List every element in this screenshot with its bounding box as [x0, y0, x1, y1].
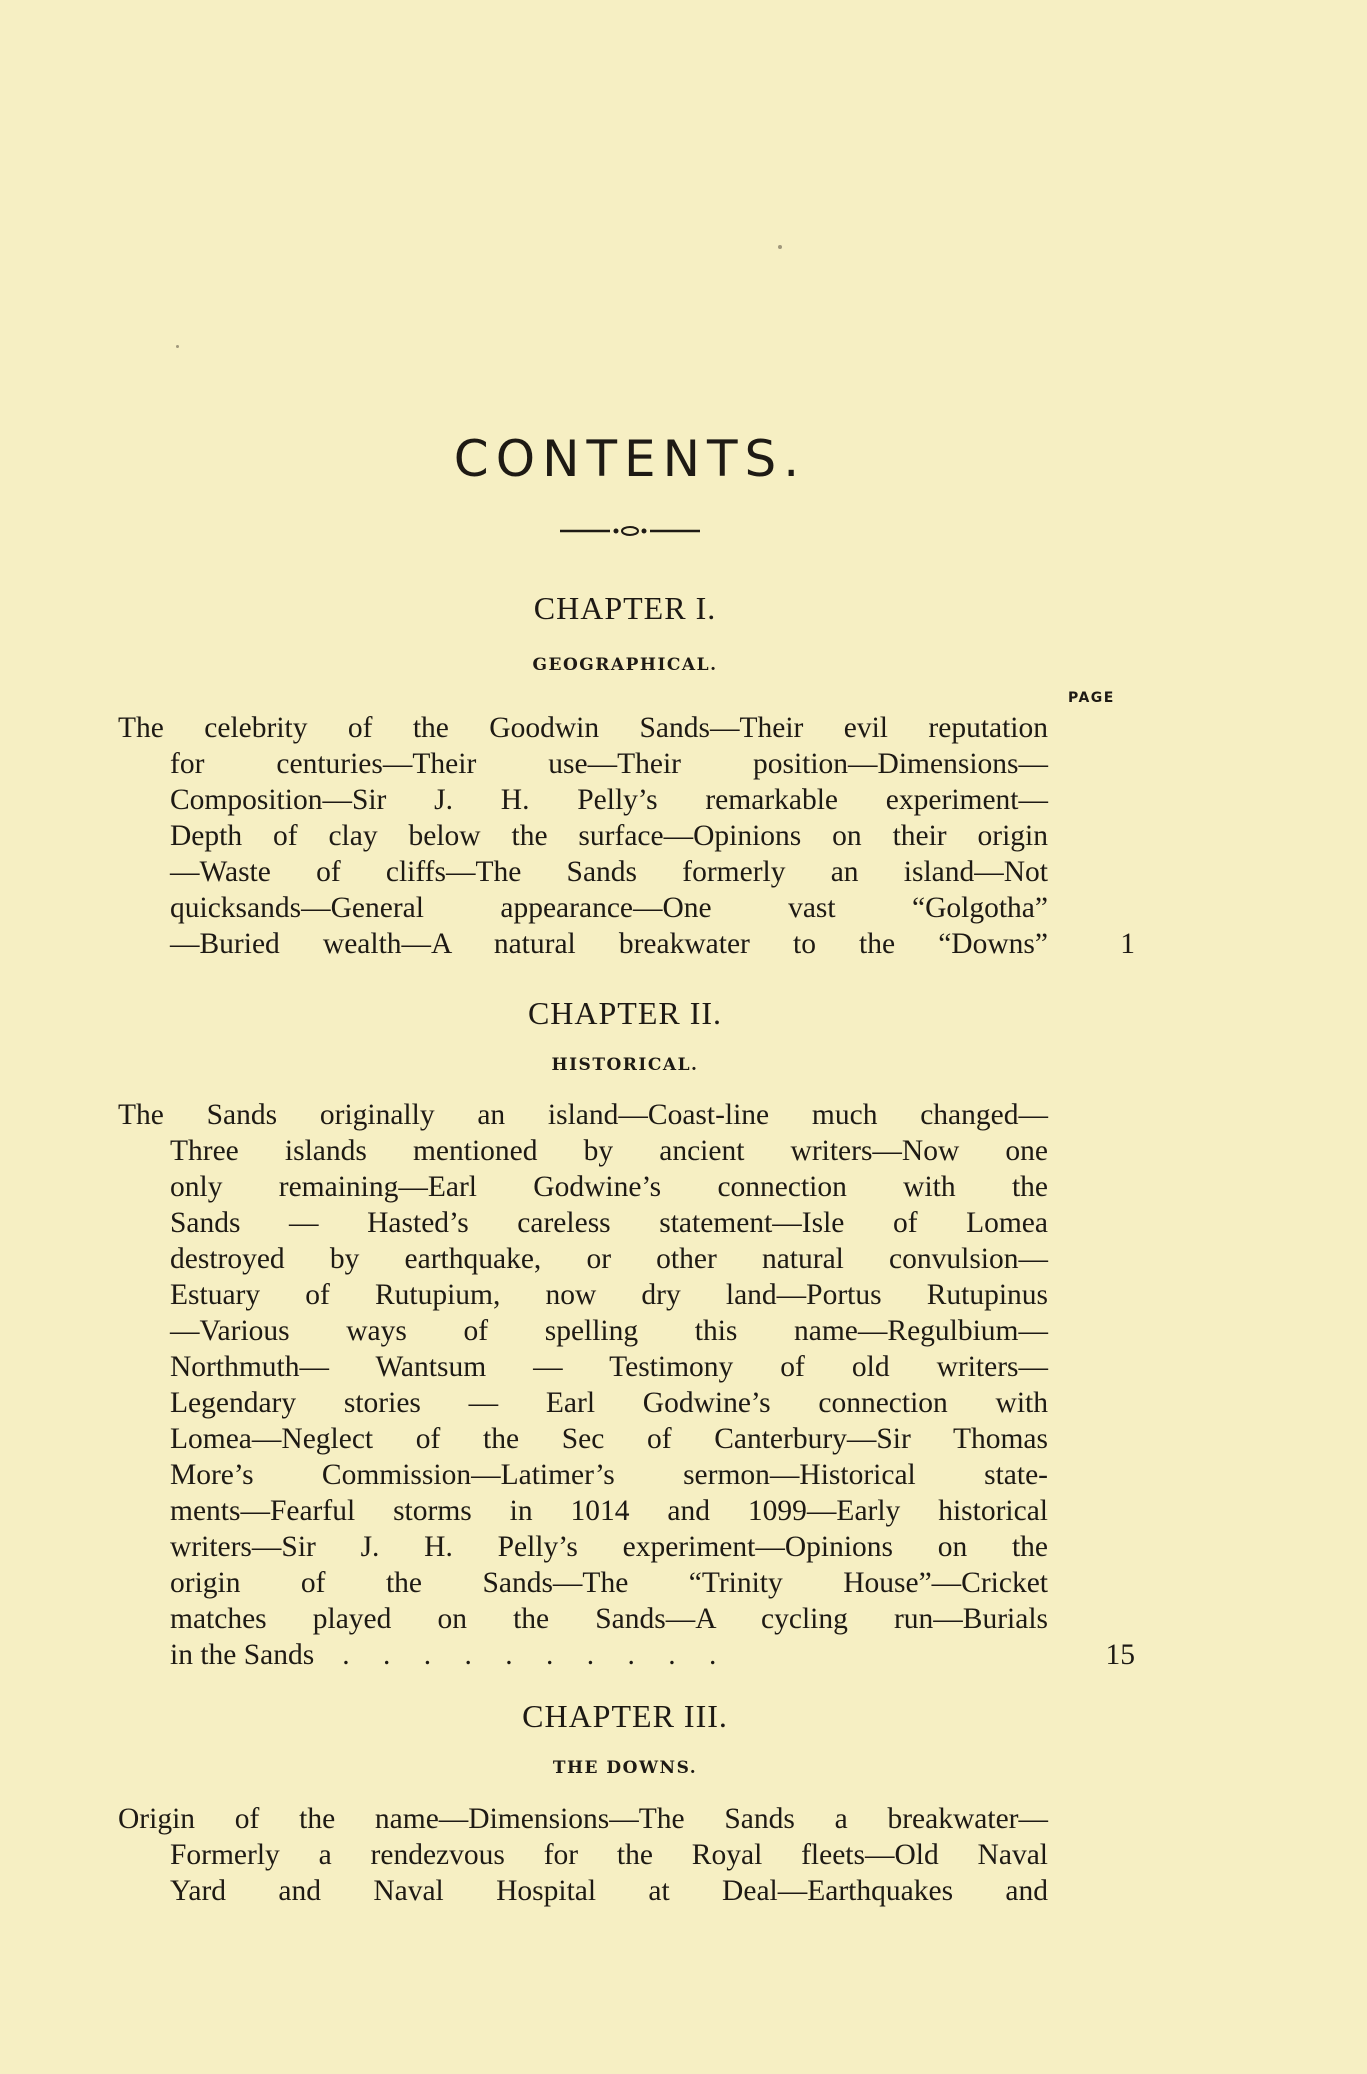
summary-line: Legendary stories — Earl Godwine’s connection with [170, 1387, 1048, 1419]
summary-line: Three islands mentioned by ancient writers—Now one [170, 1135, 1048, 1167]
summary-line: Estuary of Rutupium, now dry land—Portus Rutupinus [170, 1279, 1048, 1311]
summary-line: Northmuth— Wantsum — Testimony of old writers— [170, 1351, 1048, 1383]
dot-leader: . . . . . . . . . . [342, 1639, 717, 1671]
summary-line: Depth of clay below the surface—Opinions on their origin [170, 820, 1048, 852]
summary-line: origin of the Sands—The “Trinity House”—Cricket [170, 1567, 1048, 1599]
summary-line: The Sands originally an island—Coast-line much changed— [118, 1099, 1048, 1131]
summary-line: Origin of the name—Dimensions—The Sands a breakwater— [118, 1803, 1048, 1835]
summary-line: The celebrity of the Goodwin Sands—Their evil reputation [118, 712, 1048, 744]
summary-line-with-leader [118, 1637, 1048, 1673]
summary-line: —Waste of cliffs—The Sands formerly an island—Not [170, 856, 1048, 888]
summary-line: —Various ways of spelling this name—Regulbium— [170, 1315, 1048, 1347]
summary-line: writers—Sir J. H. Pelly’s experiment—Opinions on the [170, 1531, 1048, 1563]
page-column-label: PAGE [1068, 690, 1115, 706]
summary-line: More’s Commission—Latimer’s sermon—Historical state- [170, 1459, 1048, 1491]
summary-line: in the Sands [170, 1639, 315, 1671]
summary-line: Lomea—Neglect of the Sec of Canterbury—Sir Thomas [170, 1423, 1048, 1455]
chapter-subtitle: GEOGRAPHICAL. [532, 655, 718, 675]
summary-line: ments—Fearful storms in 1014 and 1099—Early historical [170, 1495, 1048, 1527]
chapter-subtitle: THE DOWNS. [552, 1758, 698, 1778]
page-number: 1 [1120, 928, 1135, 960]
summary-line: Sands — Hasted’s careless statement—Isle of Lomea [170, 1207, 1048, 1239]
summary-line: destroyed by earthquake, or other natural convulsion— [170, 1243, 1048, 1275]
chapter-summary [118, 710, 1048, 962]
chapter-subtitle: HISTORICAL. [551, 1055, 699, 1075]
summary-line: only remaining—Earl Godwine’s connection with the [170, 1171, 1048, 1203]
summary-line: —Buried wealth—A natural breakwater to the “Downs” [170, 928, 1048, 960]
contents-title: CONTENTS. [453, 430, 807, 488]
summary-line: for centuries—Their use—Their position—Dimensions— [170, 748, 1048, 780]
paper-speck [778, 245, 782, 249]
summary-line: matches played on the Sands—A cycling run—Burials [170, 1603, 1048, 1635]
chapter-heading: CHAPTER II. [527, 995, 723, 1031]
chapter-heading: CHAPTER III. [522, 1698, 728, 1734]
summary-line: Composition—Sir J. H. Pelly’s remarkable experiment— [170, 784, 1048, 816]
chapter-heading: CHAPTER I. [533, 590, 717, 626]
summary-line: Yard and Naval Hospital at Deal—Earthquakes and [170, 1875, 1048, 1907]
summary-line: quicksands—General appearance—One vast “Golgotha” [170, 892, 1048, 924]
page-number: 15 [1105, 1639, 1135, 1671]
divider-ornament-icon [560, 525, 700, 537]
summary-line: Formerly a rendezvous for the Royal fleets—Old Naval [170, 1839, 1048, 1871]
chapter-summary [118, 1801, 1048, 1909]
paper-speck [176, 345, 179, 348]
chapter-summary [118, 1097, 1048, 1673]
